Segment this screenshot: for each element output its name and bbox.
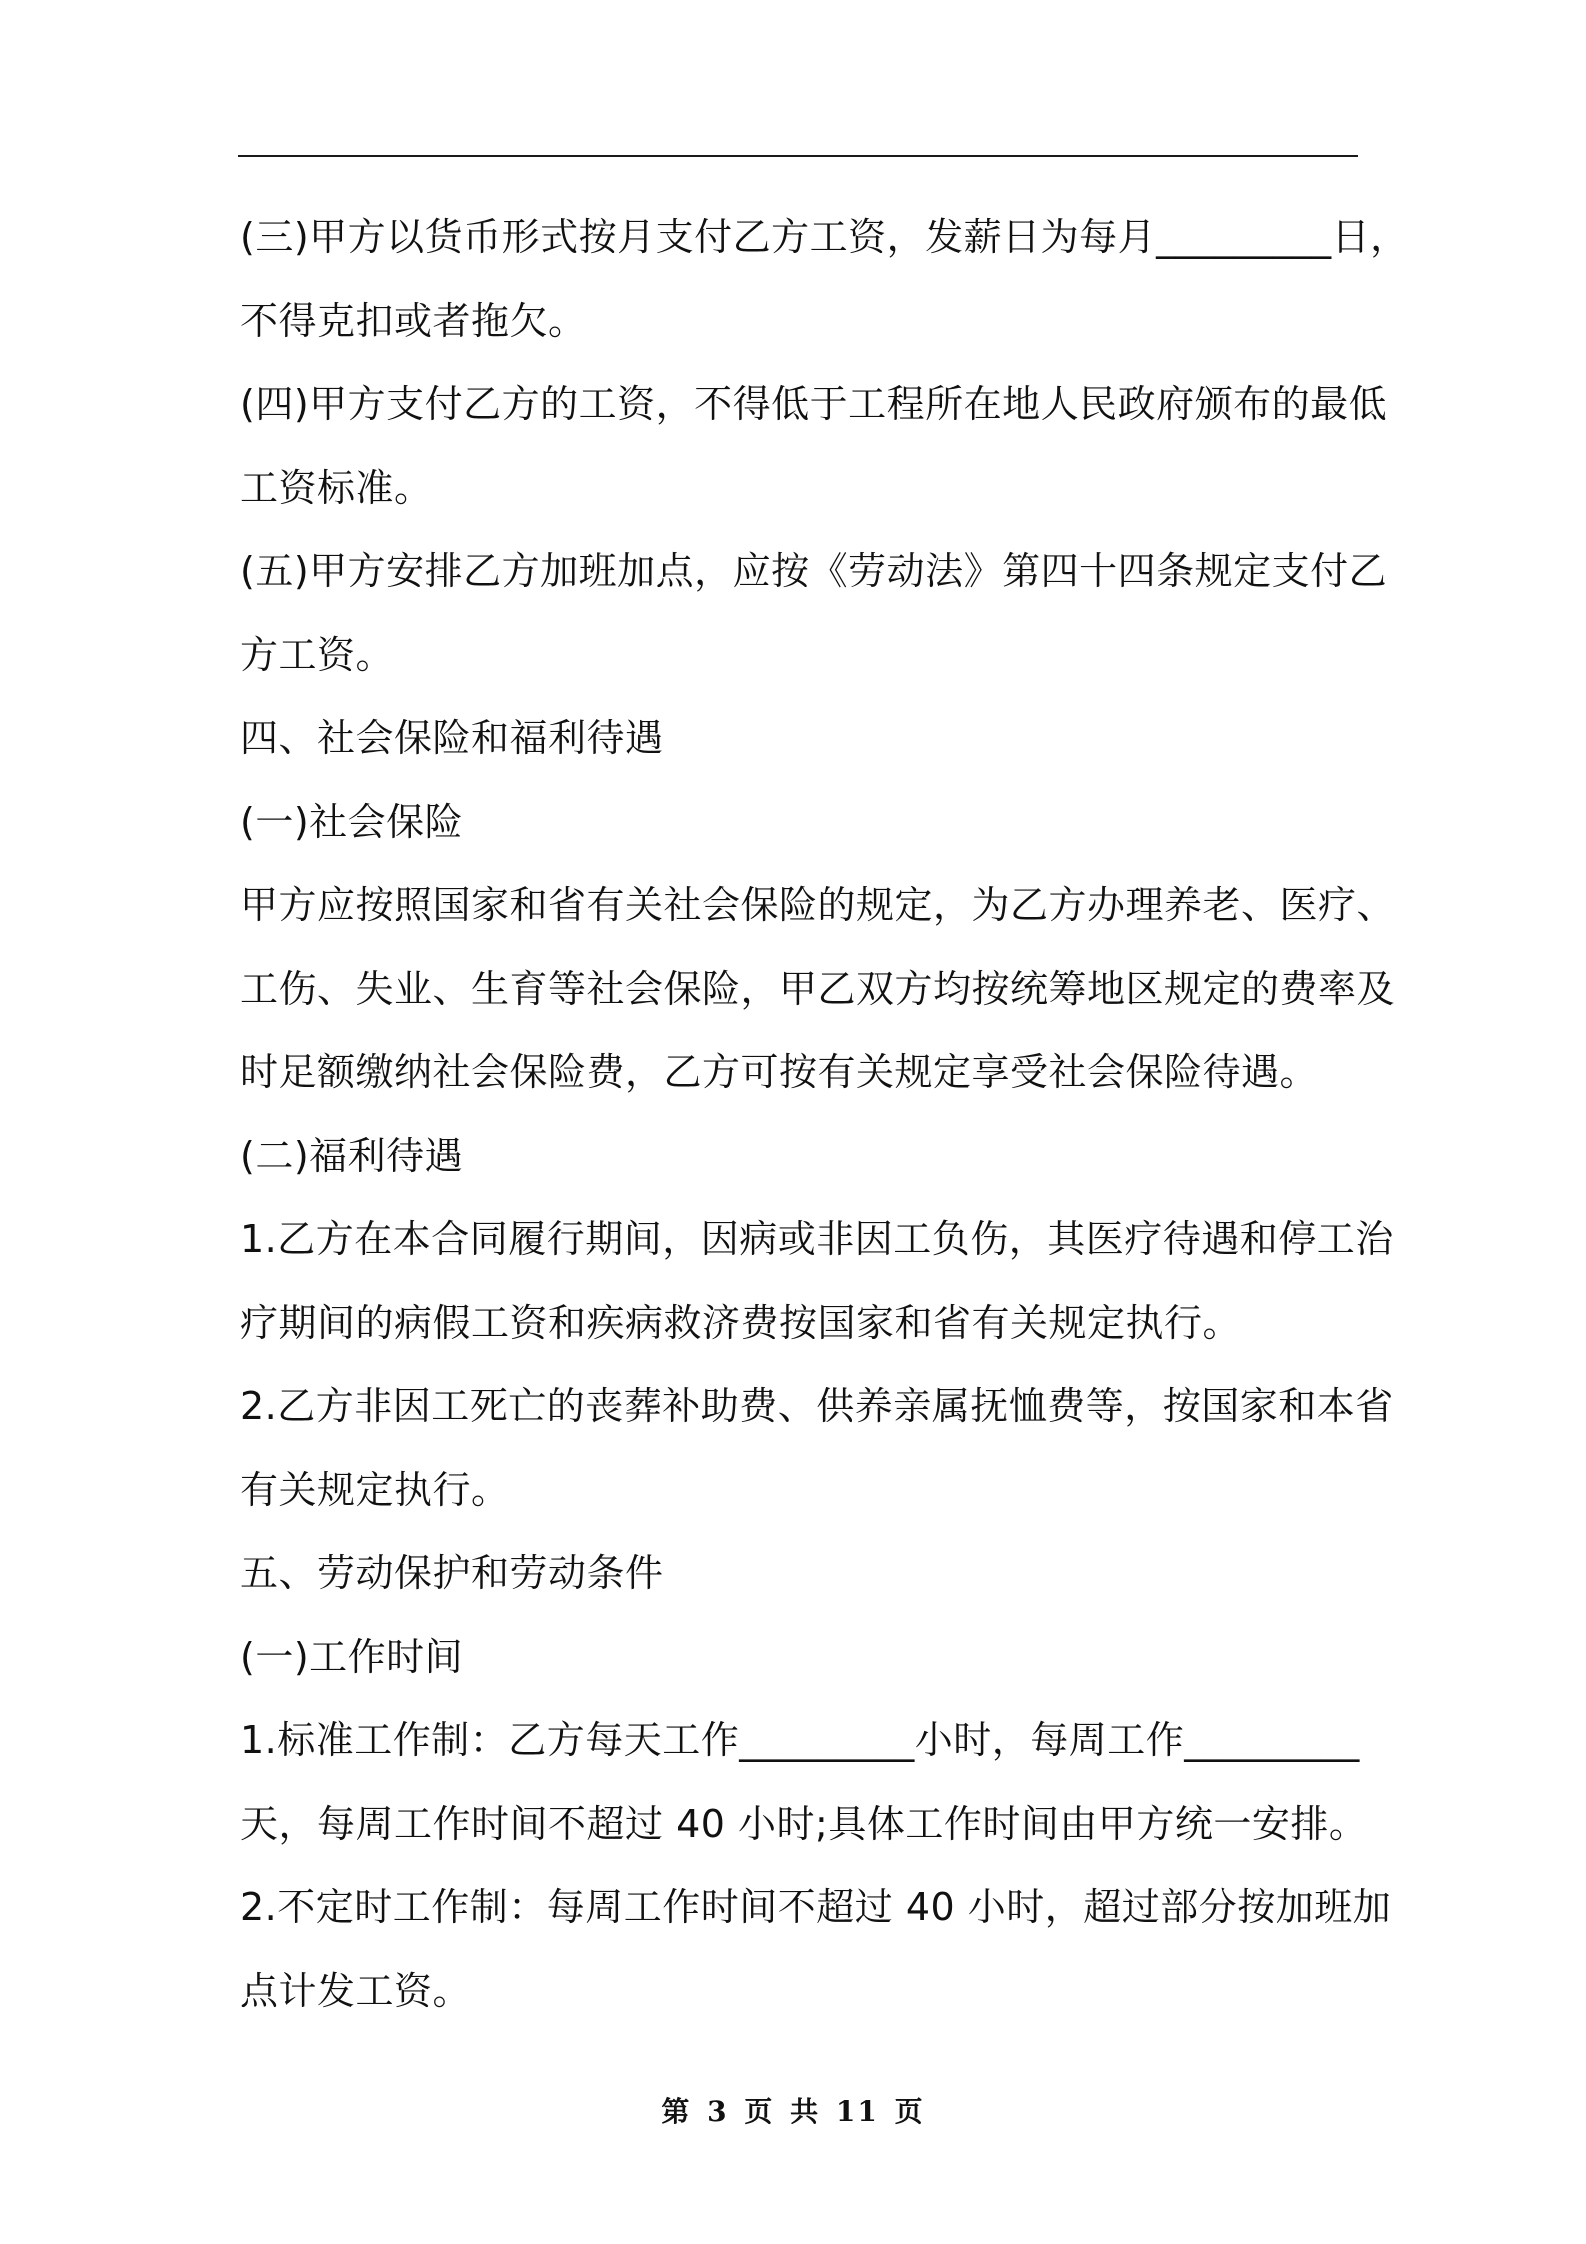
text-line: 不得克扣或者拖欠。 <box>240 298 587 343</box>
text-line: 2.不定时工作制：每周工作时间不超过 40 小时，超过部分按加班加 <box>240 1885 1392 1929</box>
text-line: (四)甲方支付乙方的工资，不得低于工程所在地人民政府颁布的最低 <box>240 382 1388 426</box>
text-line: (五)甲方安排乙方加班加点，应按《劳动法》第四十四条规定支付乙 <box>240 549 1388 593</box>
footer-label-page: 页 <box>744 2095 775 2128</box>
text-line: 2.乙方非因工死亡的丧葬补助费、供养亲属抚恤费等，按国家和本省 <box>240 1384 1394 1428</box>
text-line: 有关规定执行。 <box>240 1467 510 1512</box>
section-heading: 五、劳动保护和劳动条件 <box>240 1551 664 1595</box>
text-line: 天，每周工作时间不超过 40 小时;具体工作时间由甲方统一安排。 <box>240 1801 1368 1846</box>
text-line: 点计发工资。 <box>240 1968 472 2013</box>
text-line: 1.标准工作制：乙方每天工作_________小时，每周工作_________ <box>240 1718 1360 1762</box>
footer-label-suffix: 页 <box>894 2095 925 2128</box>
footer-label-prefix: 第 <box>661 2095 692 2128</box>
text-line: (三)甲方以货币形式按月支付乙方工资，发薪日为每月_________日， <box>240 215 1409 259</box>
text-line: 疗期间的病假工资和疾病救济费按国家和省有关规定执行。 <box>240 1300 1242 1345</box>
subsection-heading: (二)福利待遇 <box>240 1133 464 1178</box>
current-page-number: 3 <box>707 2095 729 2128</box>
text-line: 1.乙方在本合同履行期间，因病或非因工负伤，其医疗待遇和停工治 <box>240 1217 1394 1261</box>
subsection-heading: (一)工作时间 <box>240 1634 464 1679</box>
total-pages-number: 11 <box>835 2095 879 2128</box>
footer-label-total: 共 <box>790 2095 821 2128</box>
text-line: 工伤、失业、生育等社会保险，甲乙双方均按统筹地区规定的费率及 <box>240 966 1396 1011</box>
header-rule <box>238 155 1358 157</box>
document-body <box>240 196 1409 2033</box>
text-line: 时足额缴纳社会保险费，乙方可按有关规定享受社会保险待遇。 <box>240 1050 1319 1094</box>
text-line: 方工资。 <box>240 632 395 677</box>
section-heading: 四、社会保险和福利待遇 <box>240 716 664 760</box>
text-line: 甲方应按照国家和省有关社会保险的规定，为乙方办理养老、医疗、 <box>240 883 1396 927</box>
page-number-footer <box>0 2090 1586 2130</box>
subsection-heading: (一)社会保险 <box>240 799 464 844</box>
text-line: 工资标准。 <box>240 465 433 510</box>
